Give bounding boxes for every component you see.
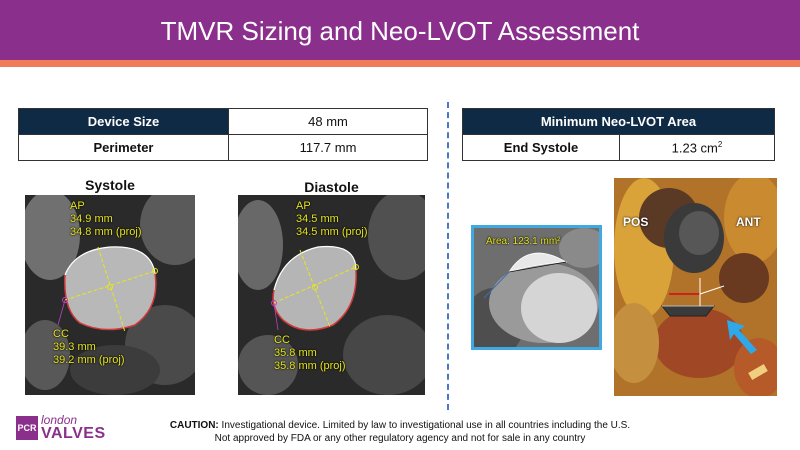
systole-label: Systole bbox=[85, 177, 135, 193]
systole-ap-measurement bbox=[70, 200, 142, 239]
device-size-label: Device Size bbox=[19, 109, 229, 135]
systole-cc-measurement bbox=[53, 328, 125, 367]
end-systole-label: End Systole bbox=[463, 135, 620, 161]
diastole-cc-line1: 35.8 mm bbox=[274, 347, 317, 359]
arrow-icon bbox=[725, 318, 759, 356]
perimeter-value: 117.7 mm bbox=[229, 135, 428, 161]
diastole-ap-measurement bbox=[296, 200, 368, 239]
caution-notice bbox=[150, 419, 650, 445]
header-stripe bbox=[0, 60, 800, 67]
logo-pcr: PCR bbox=[16, 416, 38, 440]
end-systole-value: 1.23 $cm^2$ bbox=[620, 135, 775, 161]
systole-ap-title: AP bbox=[70, 200, 85, 212]
logo-valves: VALVES bbox=[41, 425, 106, 442]
ant-label: ANT bbox=[736, 215, 761, 229]
3d-render-image bbox=[614, 178, 777, 396]
caution-line2: Not approved by FDA or any other regulatory agency and not for sale in any country bbox=[214, 433, 586, 444]
neo-lvot-table bbox=[462, 108, 775, 161]
diastole-ap-title: AP bbox=[296, 200, 311, 212]
perimeter-label: Perimeter bbox=[19, 135, 229, 161]
diastole-cc-measurement bbox=[274, 334, 346, 373]
slide-title: TMVR Sizing and Neo-LVOT Assessment bbox=[160, 16, 640, 46]
systole-cc-title: CC bbox=[53, 328, 69, 340]
systole-cc-line2: 39.2 mm (proj) bbox=[53, 354, 125, 366]
pos-label: POS bbox=[623, 215, 649, 229]
device-size-value: 48 mm bbox=[229, 109, 428, 135]
systole-cc-line1: 39.3 mm bbox=[53, 341, 96, 353]
neo-lvot-header: Minimum Neo-LVOT Area bbox=[463, 109, 775, 135]
diastole-cc-line2: 35.8 mm (proj) bbox=[274, 360, 346, 372]
systole-ap-line2: 34.8 mm (proj) bbox=[70, 226, 142, 238]
diastole-ap-line2: 34.5 mm (proj) bbox=[296, 226, 368, 238]
diastole-label: Diastole bbox=[304, 179, 359, 195]
systole-ap-line1: 34.9 mm bbox=[70, 213, 113, 225]
diastole-cc-title: CC bbox=[274, 334, 290, 346]
neo-lvot-area-label: Area: 123.1 mm² bbox=[486, 236, 561, 247]
device-size-table bbox=[18, 108, 428, 161]
panel-divider bbox=[447, 102, 449, 410]
logo-london: london bbox=[41, 413, 78, 427]
diastole-ap-line1: 34.5 mm bbox=[296, 213, 339, 225]
caution-line1: CAUTION: Investigational device. Limited by law to investigational use in all countries including the U.S. bbox=[169, 420, 631, 431]
